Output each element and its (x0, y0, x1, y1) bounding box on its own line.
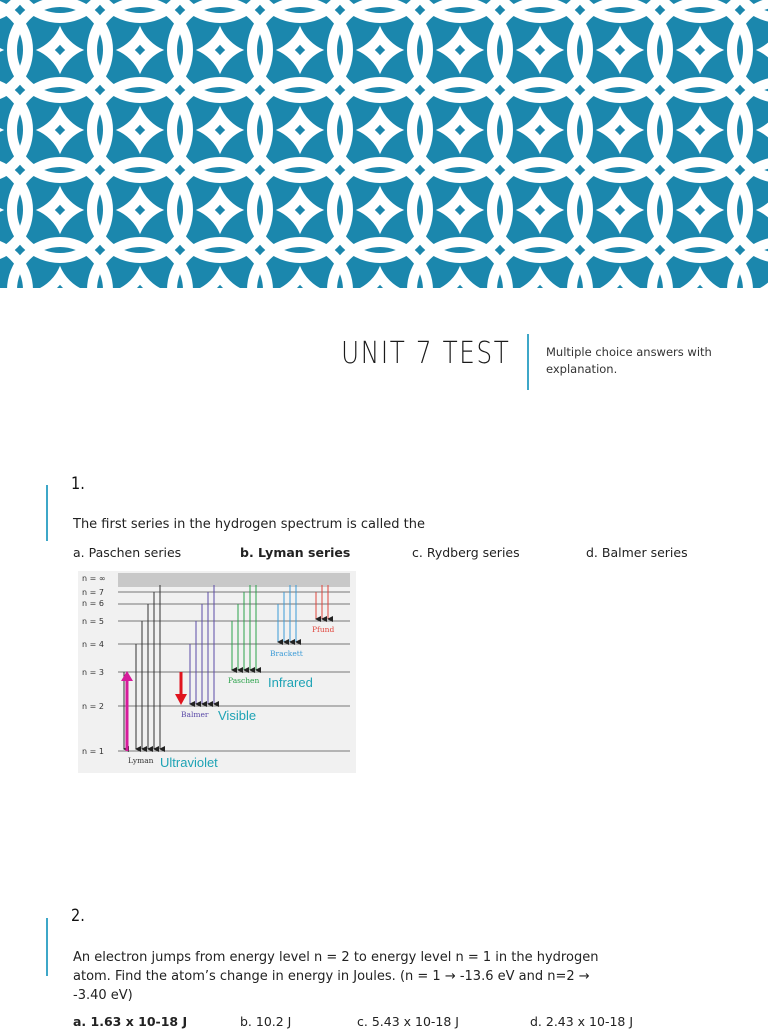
level-label: n = 5 (82, 617, 104, 626)
pfund-transitions (316, 585, 328, 619)
q1-prompt: The first series in the hydrogen spectrum is called the (73, 517, 425, 532)
q2-choice-b[interactable]: b. 10.2 J (240, 1014, 292, 1029)
level-label: n = 4 (82, 640, 104, 649)
q2-choice-c[interactable]: c. 5.43 x 10-18 J (357, 1014, 459, 1029)
energy-level-diagram (78, 571, 356, 773)
series-label-pfund: Pfund (312, 625, 335, 634)
q1-accent-bar (46, 485, 48, 541)
title-divider (527, 334, 529, 390)
lyman-transitions (124, 585, 160, 749)
paschen-transitions (232, 585, 256, 670)
circle-lattice-pattern (0, 0, 768, 288)
q2-number: 2. (71, 906, 85, 926)
q1-choice-a[interactable]: a. Paschen series (73, 545, 182, 560)
energy-level-lines (118, 592, 350, 751)
q1-number: 1. (71, 474, 85, 494)
q2-prompt-line-1: An electron jumps from energy level n = 2 to energy level n = 1 in the hydrogen (73, 950, 599, 965)
region-label-visible: Visible (218, 708, 257, 723)
level-label: n = 3 (82, 668, 104, 677)
level-label: n = ∞ (82, 574, 106, 583)
q2-prompt-line-3: -3.40 eV) (73, 988, 133, 1003)
brackett-transitions (278, 585, 296, 642)
q2-choice-d[interactable]: d. 2.43 x 10-18 J (530, 1014, 634, 1029)
continuum-band (118, 573, 350, 587)
series-label-lyman: Lyman (128, 756, 154, 765)
level-label: n = 2 (82, 702, 104, 711)
series-label-brackett: Brackett (270, 649, 303, 658)
hydrogen-spectrum-diagram (78, 571, 356, 773)
q2-prompt-line-2: atom. Find the atom’s change in energy in Joules. (n = 1 → -13.6 eV and n=2 → (73, 969, 590, 984)
title-section (0, 330, 768, 400)
region-label-ultraviolet: Ultraviolet (160, 755, 218, 770)
q1-choice-b[interactable]: b. Lyman series (240, 545, 351, 560)
series-label-balmer: Balmer (181, 710, 209, 719)
level-label: n = 7 (82, 588, 104, 597)
q2-choice-a[interactable]: a. 1.63 x 10-18 J (73, 1014, 188, 1029)
level-label: n = 6 (82, 599, 104, 608)
q2-accent-bar (46, 918, 48, 976)
region-label-infrared: Infrared (268, 675, 313, 690)
page-subtitle: Multiple choice answers with explanation. (546, 345, 712, 376)
level-label: n = 1 (82, 747, 104, 756)
q1-choice-d[interactable]: d. Balmer series (586, 545, 688, 560)
q1-choice-c[interactable]: c. Rydberg series (412, 545, 520, 560)
absorption-arrow (121, 671, 133, 751)
page-title: UNIT 7 TEST (340, 336, 510, 371)
emission-arrow (175, 672, 187, 705)
series-label-paschen: Paschen (228, 676, 260, 685)
decorative-banner (0, 0, 768, 288)
